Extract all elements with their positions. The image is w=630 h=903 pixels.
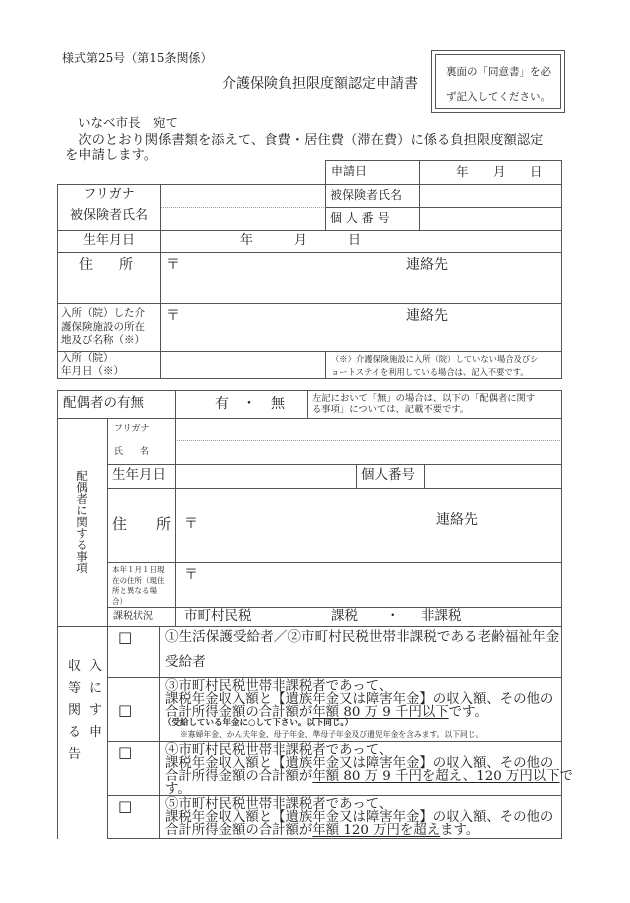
income-section-label: 収入等に関する申告 <box>68 659 111 762</box>
income-option-3-text-cell <box>159 677 562 742</box>
insured-name-field[interactable] <box>160 207 326 231</box>
income-option-5-line-3-pre: 合計所得金額の合計額が <box>165 823 313 838</box>
address-field[interactable] <box>160 252 562 304</box>
application-date-label: 申請日 <box>331 164 368 178</box>
income-option-1-text-cell <box>159 626 562 678</box>
birth-date-field[interactable] <box>160 230 562 253</box>
income-option-3-note: ※寡婦年金、かん夫年金、母子年金、準母子年金及び遺児年金を含みます。以下同じ。 <box>180 730 484 739</box>
has-spouse-no-option[interactable]: 無 <box>271 396 285 412</box>
admission-date-field[interactable] <box>160 351 326 379</box>
application-date-units: 年 月 日 <box>456 164 549 179</box>
spouse-birth-label: 生年月日 <box>112 467 166 483</box>
income-option-3-line-3-pre: 合計所得金額の合計額が <box>165 705 313 720</box>
spouse-furigana-label-cell <box>107 418 176 441</box>
spouse-prev-address-field[interactable] <box>175 562 562 608</box>
spouse-furigana-label: フリガナ <box>114 424 150 434</box>
spouse-prev-address-label-line-3: 所と異なる場 <box>112 586 157 595</box>
facility-contact-label: 連絡先 <box>406 308 448 324</box>
birth-date-label: 生年月日 <box>82 233 135 248</box>
furigana-field[interactable] <box>160 184 326 208</box>
spouse-personal-number-field[interactable] <box>424 464 562 489</box>
spouse-personal-number-label-cell <box>356 464 425 489</box>
income-option-4-line-2: 課税年金収入額と【遺族年金又は障害年金】の収入額、その他の <box>165 756 554 771</box>
address-label-cell <box>57 252 161 304</box>
spouse-address-label: 住 所 <box>112 515 179 533</box>
contact-label: 連絡先 <box>406 257 448 273</box>
income-option-5-text-cell <box>159 795 562 839</box>
income-option-1-line-1: ①生活保護受給者／②市町村民税世帯非課税である老齢福祉年金 <box>165 629 560 645</box>
income-option-1-line-2: 受給者 <box>165 654 206 670</box>
spouse-prev-postal-mark-icon: 〒 <box>184 567 198 583</box>
income-option-3-checkbox-cell <box>107 677 160 742</box>
has-spouse-note-cell <box>307 390 562 419</box>
spouse-name-label: 氏 名 <box>114 447 154 457</box>
has-spouse-separator: ・ <box>242 396 256 412</box>
spouse-personal-number-label: 個人番号 <box>361 467 415 483</box>
addressee: いなべ市長 宛て <box>78 115 179 130</box>
intro-line-1: 次のとおり関係書類を添えて、食費・居住費（滞在費）に係る負担限度額認定 <box>65 133 544 148</box>
facility-label-line-2: 護保険施設の所在 <box>61 320 145 333</box>
income-option-3-line-1: ③市町村民税世帯非課税者であって、 <box>165 679 393 694</box>
facility-label-line-1: 入所（院）した介 <box>61 307 145 319</box>
admission-date-label <box>61 352 124 377</box>
income-option-4-checkbox-cell <box>107 741 160 796</box>
income-option-3-line-3-post: です。 <box>448 705 488 720</box>
facility-label-line-3: 地及び名称（※） <box>61 334 145 346</box>
spouse-furigana-field[interactable] <box>175 418 562 441</box>
form-number: 様式第25号（第15条関係） <box>62 51 213 65</box>
spouse-birth-field[interactable] <box>175 464 357 489</box>
spouse-name-field[interactable] <box>175 440 562 465</box>
has-spouse-yes-option[interactable]: 有 <box>215 396 229 412</box>
spouse-prev-address-label-cell <box>107 562 176 608</box>
income-option-4-line-3-pre: 合計所得金額の合計額が <box>165 769 313 784</box>
income-option-5-line-3-post: ます。 <box>440 823 480 838</box>
spouse-tax-type: 市町村民税 <box>184 608 252 624</box>
insured-name-label-cell <box>325 184 420 208</box>
income-option-3-threshold: 年額 80 万 9 千円以下 <box>312 705 449 720</box>
income-option-3-line-2: 課税年金収入額と【遺族年金又は障害年金】の収入額、その他の <box>165 692 554 707</box>
admission-note-line-1: （※）介護保険施設に入所（院）していない場合及びシ <box>331 354 539 364</box>
income-option-4-line-1: ④市町村民税世帯非課税者であって、 <box>165 743 393 758</box>
income-option-4-line-4: す。 <box>165 782 191 797</box>
has-spouse-choice <box>175 390 308 419</box>
spouse-prev-address-label-line-1: 本年１月１日現 <box>112 565 165 574</box>
income-option-3-checkbox[interactable]: □ <box>118 701 133 719</box>
admission-note <box>331 353 538 378</box>
income-option-5-threshold: 年額 120 万円を超え <box>312 823 441 838</box>
facility-label <box>61 307 145 348</box>
admission-date-label-cell <box>57 351 161 379</box>
has-spouse-note <box>312 393 535 415</box>
facility-label-cell <box>57 303 161 352</box>
facility-field[interactable] <box>160 303 562 352</box>
spouse-tax-status-label: 課税状況 <box>113 611 153 622</box>
address-label: 住 所 <box>79 257 139 273</box>
name-block-label-cell <box>57 184 161 231</box>
furigana-label: フリガナ <box>83 187 135 202</box>
spouse-address-field[interactable] <box>175 488 562 563</box>
spouse-tax-status-field <box>175 607 562 627</box>
has-spouse-label: 配偶者の有無 <box>63 395 144 411</box>
admission-note-line-2: ョートステイを利用している場合は、記入不要です。 <box>331 366 529 377</box>
personal-number-field[interactable] <box>419 207 562 231</box>
birth-date-units: 年 月 日 <box>240 233 367 248</box>
form-title: 介護保険負担限度額認定申請書 <box>222 76 418 92</box>
spouse-non-taxed-option[interactable]: 非課税 <box>421 608 462 624</box>
insured-name-label-2: 被保険者氏名 <box>330 188 403 202</box>
insured-name-label: 被保険者氏名 <box>69 208 148 223</box>
consent-notice-line-2: ず記入してください。 <box>446 91 551 103</box>
income-option-4-line-3-post: で <box>559 769 573 784</box>
has-spouse-label-cell <box>57 390 176 419</box>
income-option-5-checkbox[interactable]: □ <box>118 797 133 815</box>
intro-line-2: を申請します。 <box>65 148 158 163</box>
income-option-4-checkbox-glyph[interactable]: □ <box>118 743 133 761</box>
income-option-5-line-3 <box>165 823 479 838</box>
income-option-4-text-cell <box>159 741 573 797</box>
personal-number-label-cell <box>325 207 420 231</box>
income-option-5-checkbox-cell <box>107 795 160 839</box>
application-date-label-cell <box>325 160 420 185</box>
application-date-field[interactable] <box>419 160 562 185</box>
income-option-4-line-3 <box>165 769 573 784</box>
spouse-postal-mark-icon: 〒 <box>184 516 198 532</box>
spouse-contact-label: 連絡先 <box>436 512 478 528</box>
spouse-birth-label-cell <box>107 464 176 489</box>
spouse-prev-address-label <box>112 565 165 607</box>
has-spouse-note-line-2: る事項」については、記載不要です。 <box>312 404 470 415</box>
personal-number-label: 個 人 番 号 <box>330 211 390 225</box>
facility-postal-mark-icon: 〒 <box>166 308 180 324</box>
consent-notice-line-1: 裏面の「同意書」を必 <box>446 66 551 78</box>
spouse-address-label-cell <box>107 488 179 563</box>
spouse-tax-status-label-cell <box>107 607 176 627</box>
income-section-label-cell <box>57 626 111 839</box>
birth-date-label-cell <box>57 230 161 253</box>
spouse-prev-address-label-line-4: 合） <box>112 596 127 606</box>
consent-notice-box <box>431 50 565 113</box>
income-option-3-hint: （受給している年金に○して下さい。以下同じ。） <box>163 718 354 728</box>
income-option-4-threshold: 年額 80 万 9 千円を超え、120 万円以下 <box>312 769 560 784</box>
insured-name-field-2[interactable] <box>419 184 562 208</box>
admission-date-label-line-1: 入所（院） <box>61 352 114 364</box>
spouse-taxed-option[interactable]: 課税 <box>331 608 358 624</box>
income-option-5-line-1: ⑤市町村民税世帯非課税者であって、 <box>165 797 393 812</box>
has-spouse-note-line-1: 左記において「無」の場合は、以下の「配偶者に関す <box>312 393 536 404</box>
spouse-name-label-cell <box>107 440 176 465</box>
spouse-prev-address-label-line-2: 在の住所（現住 <box>112 575 165 585</box>
spouse-section-label: 配偶者に関する事項 <box>75 470 89 574</box>
income-option-5-line-2: 課税年金収入額と【遺族年金又は障害年金】の収入額、その他の <box>165 810 554 825</box>
spouse-section-label-cell <box>57 418 108 627</box>
admission-date-label-line-2: 年月日（※） <box>61 364 124 377</box>
spouse-tax-separator: ・ <box>386 608 400 624</box>
income-option-1-checkbox-cell <box>107 626 160 678</box>
income-option-1-checkbox[interactable]: □ <box>118 628 133 646</box>
admission-note-cell <box>325 351 562 379</box>
postal-mark-icon: 〒 <box>166 257 180 273</box>
